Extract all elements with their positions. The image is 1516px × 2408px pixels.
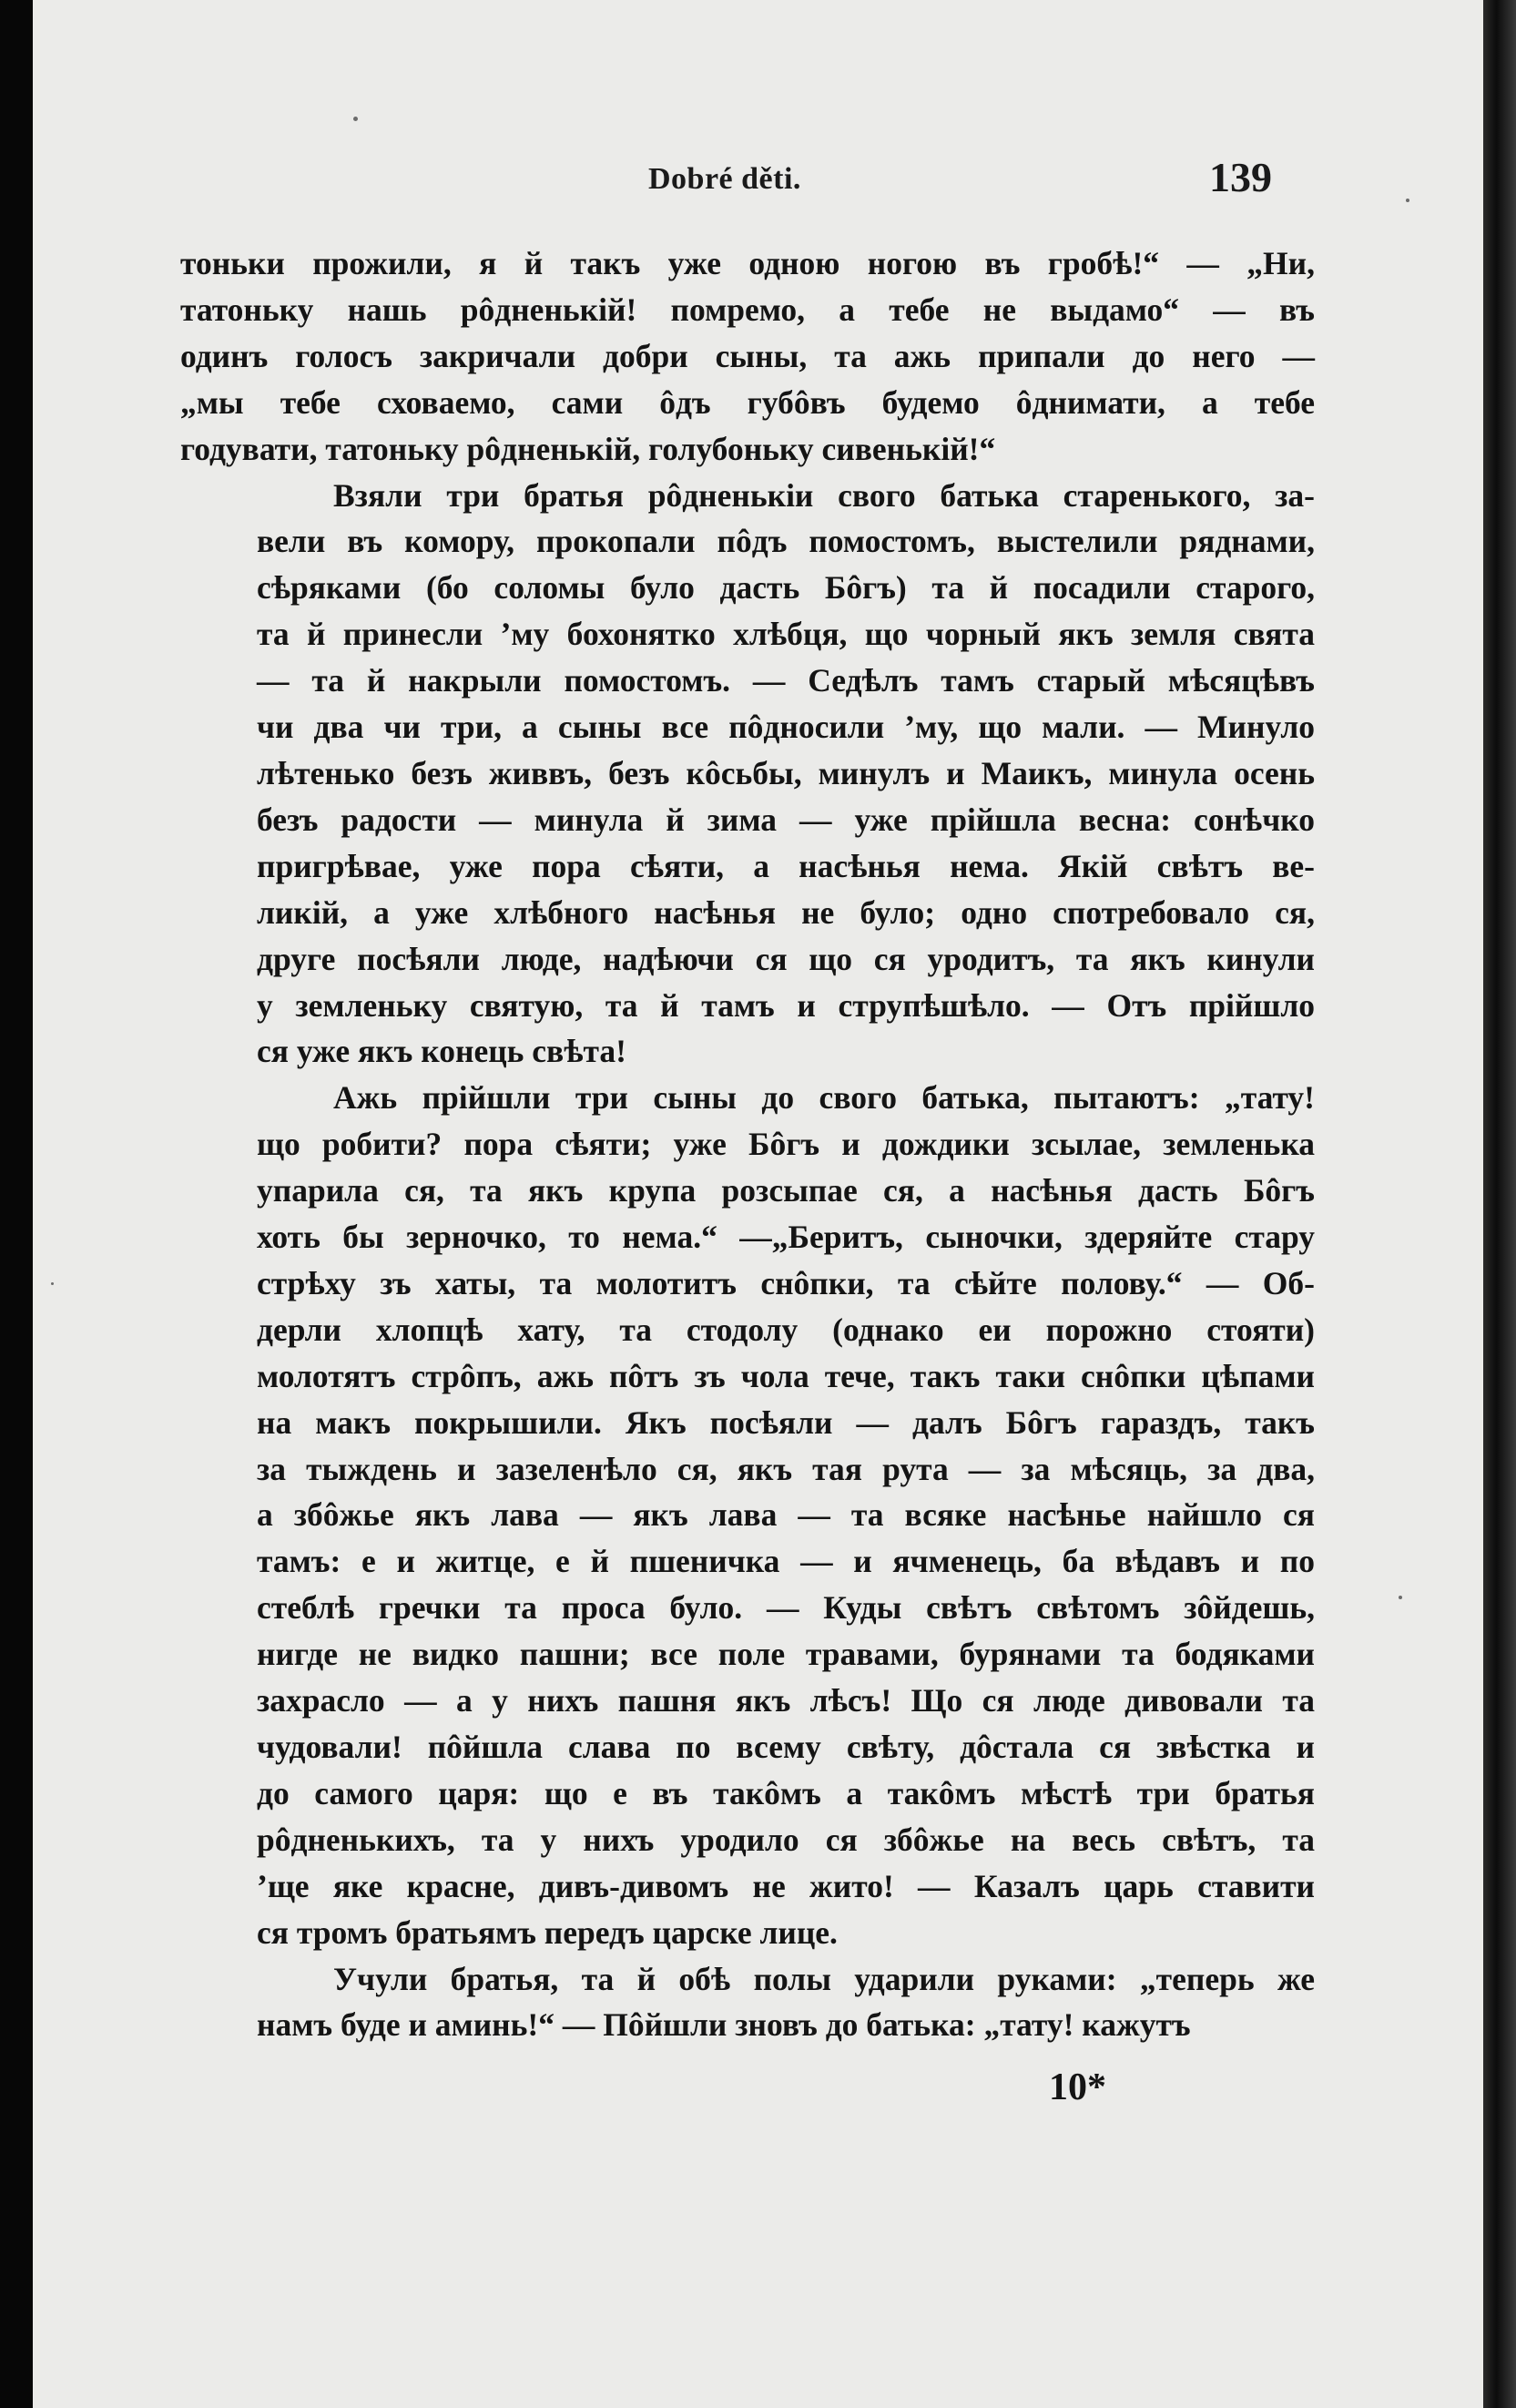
text-line: ся тромъ братьямъ передъ царске лице. [257,1913,838,1951]
text-line: годувати, татоньку рôдненькій, голубоньку сивенькій!“ [180,430,996,467]
text-line: безъ радости — минула й зима — уже прійшла весна: сонѣчко [257,801,1315,838]
text-line: а збôжье якъ лава — якъ лава — та всяке насѣнье найшло ся [257,1496,1315,1534]
text-line: упарила ся, та якъ крупа розсыпае ся, а насѣнья дасть Бôгъ [257,1172,1315,1209]
text-line: намъ буде и аминь!“ — Пôйшли зновъ до батька: „тату! кажутъ [257,2006,1191,2044]
text-line: одинъ голосъ закричали добри сыны, та ажь припали до него — [180,337,1315,374]
text-line: молотятъ стрôпъ, ажь пôтъ зъ чола тече, такъ таки снôпки цѣпами [257,1357,1315,1394]
text-line: рôдненькихъ, та у нихъ уродило ся збôжье на весь свѣтъ, та [257,1821,1315,1858]
page-header [33,153,1483,208]
text-line: тамъ: е и житце, е й пшеничка — и ячменець, ба вѣдавъ и по [257,1543,1315,1580]
text-line: чудовали! пôйшла слава по всему свѣту, дôстала ся звѣстка и [257,1729,1315,1765]
text-line: Учули братья, та й обѣ полы ударили руками: „теперь же [333,1960,1315,1997]
text-line: — та й накрыли помостомъ. — Седѣлъ тамъ старый мѣсяцѣвъ [257,662,1315,699]
running-title: Dobré děti. [648,162,801,196]
paragraph [180,1075,1315,1955]
text-line: захрасло — а у нихъ пашня якъ лѣсъ! Що ся люде дивовали та [257,1682,1315,1719]
text-line: дерли хлопцѣ хату, та стодолу (однако еи порожно стояти) [257,1311,1315,1348]
text-line: Взяли три братья рôдненькіи свого батька старенького, за- [333,476,1315,514]
text-line: друге посѣяли люде, надѣючи ся що ся уродитъ, та якъ кинули [257,940,1315,977]
paragraph [180,1956,1315,2049]
text-line: вели въ комору, прокопали пôдъ помостомъ, выстелили ряднами, [257,523,1315,560]
text-line: до самого царя: що е въ такôмъ а такôмъ мѣстѣ три братья [257,1774,1315,1811]
paragraph [180,240,1315,473]
scan-speck [1406,199,1409,202]
text-line: лѣтенько безъ живвъ, безъ кôсьбы, минулъ и Маикъ, минула осень [257,754,1315,791]
page-number: 139 [1209,154,1272,200]
scan-border-right [1483,0,1516,2408]
scan-border-left [0,0,33,2408]
text-line: за тыждень и зазеленѣло ся, якъ тая рута — за мѣсяць, за два, [257,1450,1315,1487]
scan-speck [353,117,358,121]
text-line: хоть бы зерночко, то нема.“ —„Беритъ, сыночки, здеряйте стару [257,1219,1315,1256]
scan-speck [51,1282,54,1285]
text-line: чи два чи три, а сыны все пôдносили ’му, що мали. — Минуло [257,709,1315,746]
signature-mark: 10* [1049,2066,1106,2108]
text-line: Ажь прійшли три сыны до свого батька, пытаютъ: „тату! [333,1079,1315,1117]
book-page [33,0,1483,2408]
paragraph [180,473,1315,1076]
text-line: татоньку нашь рôдненькій! помремо, а тебе не выдамо“ — въ [180,291,1315,328]
scan-speck [1399,1596,1402,1599]
text-line: нигде не видко пашни; все поле травами, бурянами та бодяками [257,1636,1315,1673]
text-line: ликій, а уже хлѣбного насѣнья не було; одно спотребовало ся, [257,893,1315,931]
text-line: стеблѣ гречки та проса було. — Куды свѣтъ свѣтомъ зôйдешь, [257,1589,1315,1627]
text-line: тоньки прожили, я й такъ уже одною ногою въ гробѣ!“ — „Ни, [180,245,1315,281]
text-line: ся уже якъ конець свѣта! [257,1033,626,1070]
text-line: на макъ покрышили. Якъ посѣяли — далъ Бôгъ гараздъ, такъ [257,1403,1315,1441]
body-text [180,240,1315,2048]
text-line: у земленьку святую, та й тамъ и струпѣшѣло. — Отъ прійшло [257,986,1315,1024]
text-line: що робити? пора сѣяти; уже Бôгъ и дождики зсылае, земленька [257,1126,1315,1163]
text-line: ’ще яке красне, дивъ-дивомъ не жито! — Казалъ царь ставити [257,1867,1315,1904]
text-line: пригрѣвае, уже пора сѣяти, а насѣнья нема. Якій свѣтъ ве- [257,847,1315,884]
text-line: „мы тебе сховаемо, сами ôдъ губôвъ будемо ôднимати, а тебе [180,383,1315,421]
text-line: та й принесли ’му бохонятко хлѣбця, що чорный якъ земля свята [257,616,1315,653]
text-line: сѣряками (бо соломы було дасть Бôгъ) та й посадили старого, [257,569,1315,607]
text-line: стрѣху зъ хаты, та молотитъ снôпки, та сѣйте полову.“ — Об- [257,1264,1315,1301]
